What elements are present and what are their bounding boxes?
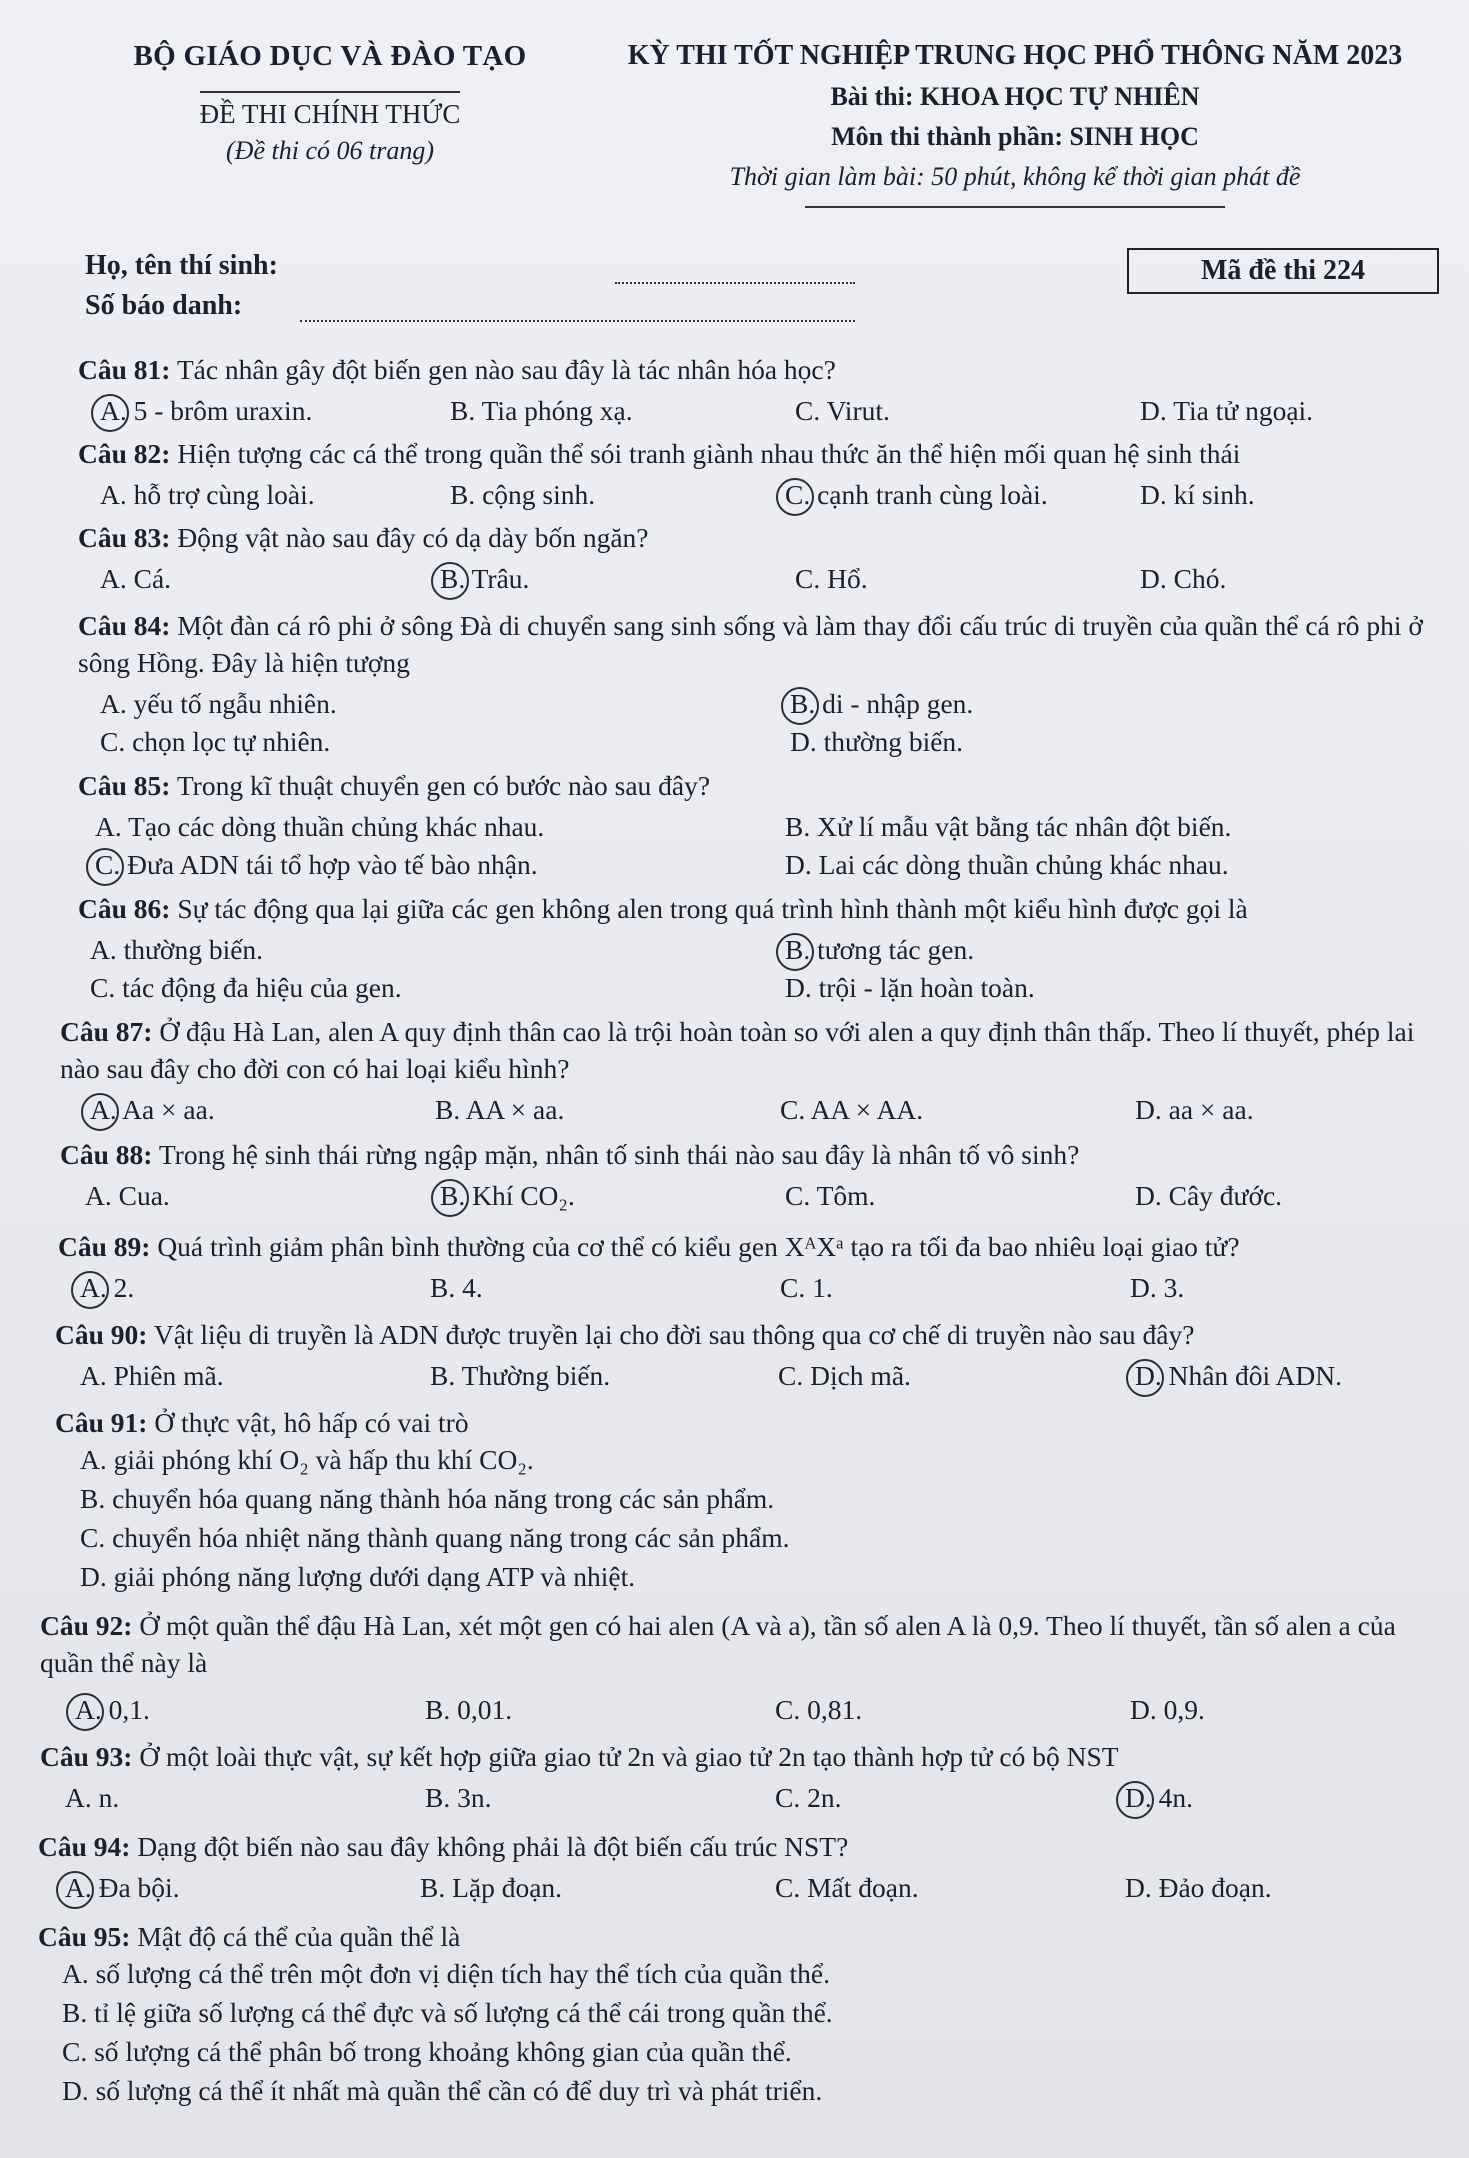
option-d: D. thường biến. bbox=[790, 726, 964, 757]
option-c: C. 1. bbox=[780, 1272, 833, 1303]
exam-code-box: Mã đề thi 224 bbox=[1127, 248, 1439, 294]
options bbox=[0, 808, 1469, 884]
question-stem: Ở đậu Hà Lan, alen A quy định thân cao là trội hoàn toàn so với alen a quy định thân thấp. Theo lí thuyết, phép lai nào sau đây cho đời con có hai loại kiểu hình? bbox=[60, 1016, 1415, 1084]
candidate-name-label: Họ, tên thí sinh: bbox=[85, 250, 278, 281]
option-b: B. 0,01. bbox=[425, 1694, 513, 1725]
option-c: C. Mất đoạn. bbox=[775, 1872, 919, 1903]
answer-circle: B. Khí CO₂. bbox=[440, 1177, 575, 1214]
option-a: A. giải phóng khí O₂ và hấp thu khí CO₂. bbox=[80, 1444, 534, 1475]
question-stem: Sự tác động qua lại giữa các gen không alen trong quá trình hình thành một kiểu hình được gọi là bbox=[177, 893, 1248, 924]
options bbox=[0, 560, 1469, 597]
option-a bbox=[80, 1269, 134, 1306]
answer-circle: C. cạnh tranh cùng loài. bbox=[785, 476, 1048, 513]
question bbox=[0, 1136, 1469, 1214]
option-c bbox=[785, 476, 1048, 513]
option-d: D. trội - lặn hoàn toàn. bbox=[785, 972, 1035, 1003]
question-label: Câu 84: bbox=[78, 610, 171, 641]
question-label: Câu 93: bbox=[40, 1741, 133, 1772]
question-stem: Động vật nào sau đây có dạ dày bốn ngăn? bbox=[177, 522, 649, 553]
page-count: (Đề thi có 06 trang) bbox=[226, 136, 434, 165]
option-b: B. Thường biến. bbox=[430, 1360, 611, 1391]
question-label: Câu 90: bbox=[55, 1319, 148, 1350]
exam-duration: Thời gian làm bài: 50 phút, không kể thời gian phát đề bbox=[729, 162, 1301, 191]
question-stem: Vật liệu di truyền là ADN được truyền lại cho đời sau thông qua cơ chế di truyền nào sau đây? bbox=[153, 1319, 1195, 1350]
question-stem: Dạng đột biến nào sau đây không phải là đột biến cấu trúc NST? bbox=[137, 1831, 849, 1862]
option-c: C. chọn lọc tự nhiên. bbox=[100, 726, 331, 757]
option-d: D. Chó. bbox=[1140, 563, 1227, 594]
option-b bbox=[785, 931, 974, 968]
option-d: D. Cây đước. bbox=[1135, 1180, 1283, 1211]
option-b: B. cộng sinh. bbox=[450, 479, 596, 510]
option-c: C. Tôm. bbox=[785, 1180, 876, 1211]
question-stem: Ở một quần thể đậu Hà Lan, xét một gen có hai alen (A và a), tần số alen A là 0,9. Theo lí thuyết, tần số alen a của quần thể này là bbox=[40, 1610, 1396, 1678]
answer-circle: A. 5 - brôm uraxin. bbox=[100, 392, 312, 429]
question-stem: Một đàn cá rô phi ở sông Đà di chuyển sang sinh sống và làm thay đổi cấu trúc di truyền của quần thể cá rô phi ở sông Hồng. Đây là hiện tượng bbox=[78, 610, 1423, 678]
option-b: B. tỉ lệ giữa số lượng cá thể đực và số lượng cá thể cái trong quần thể. bbox=[62, 1997, 833, 2028]
answer-circle: A. số lượng cá thể trên một đơn vị diện tích hay thể tích của quần thể. bbox=[62, 1958, 830, 1989]
header-left bbox=[110, 40, 550, 166]
options bbox=[0, 1357, 1469, 1394]
option-d bbox=[1125, 1779, 1193, 1816]
question-label: Câu 83: bbox=[78, 522, 171, 553]
options bbox=[0, 1177, 1469, 1214]
option-b: B. chuyển hóa quang năng thành hóa năng trong các sản phẩm. bbox=[80, 1483, 775, 1514]
candidate-id-label: Số báo danh: bbox=[85, 290, 243, 321]
question bbox=[0, 890, 1469, 1007]
question bbox=[0, 1828, 1469, 1906]
options bbox=[0, 1869, 1469, 1906]
options bbox=[0, 685, 1469, 761]
question bbox=[0, 519, 1469, 597]
question-stem: Ở thực vật, hô hấp có vai trò bbox=[154, 1407, 469, 1438]
options bbox=[0, 1091, 1469, 1128]
answer-circle: A. 0,1. bbox=[75, 1691, 150, 1728]
option-b: B. Tia phóng xạ. bbox=[450, 395, 633, 426]
options bbox=[0, 1779, 1469, 1816]
ministry-name: BỘ GIÁO DỤC VÀ ĐÀO TẠO bbox=[133, 40, 527, 72]
answer-circle: B. tương tác gen. bbox=[785, 931, 974, 968]
answer-circle: B. Trâu. bbox=[440, 560, 529, 597]
question-stem: Tác nhân gây đột biến gen nào sau đây là tác nhân hóa học? bbox=[176, 354, 836, 385]
option-a: A. yếu tố ngẫu nhiên. bbox=[100, 688, 337, 719]
option-a bbox=[65, 1869, 180, 1906]
option-c: C. số lượng cá thể phân bố trong khoảng không gian của quần thể. bbox=[62, 2036, 792, 2067]
question-label: Câu 92: bbox=[40, 1610, 133, 1641]
option-d: D. aa × aa. bbox=[1135, 1094, 1254, 1125]
answer-circle: A. Aa × aa. bbox=[90, 1091, 215, 1128]
option-b bbox=[440, 560, 529, 597]
option-d: D. 3. bbox=[1130, 1272, 1185, 1303]
options bbox=[0, 392, 1469, 429]
question-label: Câu 82: bbox=[78, 438, 171, 469]
question bbox=[0, 1228, 1469, 1306]
option-c: C. tác động đa hiệu của gen. bbox=[90, 972, 402, 1003]
option-b: B. 3n. bbox=[425, 1782, 492, 1813]
question-label: Câu 86: bbox=[78, 893, 171, 924]
question-stem: Mật độ cá thể của quần thể là bbox=[137, 1921, 461, 1952]
option-b bbox=[790, 685, 973, 722]
answer-circle: D. 4n. bbox=[1125, 1779, 1193, 1816]
option-b bbox=[440, 1177, 575, 1214]
option-a bbox=[100, 392, 312, 429]
divider bbox=[805, 206, 1225, 208]
question bbox=[0, 1404, 1469, 1597]
option-d: D. kí sinh. bbox=[1140, 479, 1255, 510]
question-stem: Ở một loài thực vật, sự kết hợp giữa giao tử 2n và giao tử 2n tạo thành hợp tử có bộ NST bbox=[139, 1741, 1119, 1772]
option-a: A. hỗ trợ cùng loài. bbox=[100, 479, 315, 510]
option-a: A. Phiên mã. bbox=[80, 1360, 224, 1391]
option-a: A. n. bbox=[65, 1782, 120, 1813]
question bbox=[0, 1918, 1469, 2111]
options bbox=[0, 1441, 1469, 1597]
option-a bbox=[75, 1691, 150, 1728]
exam-subject: Bài thi: KHOA HỌC TỰ NHIÊN bbox=[830, 82, 1200, 111]
candidate-name-field bbox=[615, 282, 855, 284]
answer-circle: A. 2. bbox=[80, 1269, 134, 1306]
question-stem: Trong hệ sinh thái rừng ngập mặn, nhân tố sinh thái nào sau đây là nhân tố vô sinh? bbox=[158, 1139, 1080, 1170]
answer-circle: C. Đưa ADN tái tổ hợp vào tế bào nhận. bbox=[95, 846, 538, 883]
option-a: A. Cá. bbox=[100, 563, 172, 594]
options bbox=[0, 1269, 1469, 1306]
candidate-id-field bbox=[300, 320, 855, 322]
option-a bbox=[62, 1955, 1469, 1994]
question-label: Câu 95: bbox=[38, 1921, 131, 1952]
option-c: C. Dịch mã. bbox=[778, 1360, 911, 1391]
option-d: D. số lượng cá thể ít nhất mà quần thể cần có để duy trì và phát triển. bbox=[62, 2075, 823, 2106]
option-d bbox=[1135, 1357, 1342, 1394]
option-c: C. chuyển hóa nhiệt năng thành quang năng trong các sản phẩm. bbox=[80, 1522, 790, 1553]
question bbox=[0, 607, 1469, 761]
option-b: B. Xử lí mẫu vật bằng tác nhân đột biến. bbox=[785, 811, 1232, 842]
options bbox=[0, 1691, 1469, 1728]
answer-circle: A. Đa bội. bbox=[65, 1869, 180, 1906]
option-d: D. Đảo đoạn. bbox=[1125, 1872, 1272, 1903]
option-c bbox=[95, 846, 538, 883]
question-label: Câu 89: bbox=[58, 1231, 151, 1262]
option-b: B. 4. bbox=[430, 1272, 483, 1303]
option-b: B. Lặp đoạn. bbox=[420, 1872, 563, 1903]
question-list bbox=[0, 335, 1469, 2111]
question bbox=[0, 767, 1469, 884]
options bbox=[0, 1955, 1469, 2111]
question-stem: Quá trình giảm phân bình thường của cơ thể có kiểu gen XᴬXᵃ tạo ra tối đa bao nhiêu loại giao tử? bbox=[157, 1231, 1240, 1262]
options bbox=[0, 931, 1469, 1007]
header-right bbox=[600, 40, 1430, 208]
question bbox=[0, 1607, 1469, 1728]
question bbox=[0, 435, 1469, 513]
question-label: Câu 87: bbox=[60, 1016, 153, 1047]
options bbox=[0, 476, 1469, 513]
question bbox=[0, 1013, 1469, 1128]
option-c: C. Hổ. bbox=[795, 563, 868, 594]
option-d: D. Lai các dòng thuần chủng khác nhau. bbox=[785, 849, 1229, 880]
exam-component: Môn thi thành phần: SINH HỌC bbox=[831, 122, 1199, 151]
option-c: C. AA × AA. bbox=[780, 1094, 924, 1125]
question-label: Câu 94: bbox=[38, 1831, 131, 1862]
candidate-info bbox=[85, 250, 278, 330]
answer-circle: B. di - nhập gen. bbox=[790, 685, 973, 722]
question-stem: Trong kĩ thuật chuyển gen có bước nào sau đây? bbox=[176, 770, 711, 801]
exam-title: KỲ THI TỐT NGHIỆP TRUNG HỌC PHỔ THÔNG NĂM 2023 bbox=[627, 40, 1403, 71]
question-label: Câu 88: bbox=[60, 1139, 153, 1170]
option-c: C. 0,81. bbox=[775, 1694, 863, 1725]
official-label: ĐỀ THI CHÍNH THỨC bbox=[200, 91, 461, 130]
answer-circle: D. Nhân đôi ADN. bbox=[1135, 1357, 1342, 1394]
question-label: Câu 85: bbox=[78, 770, 171, 801]
option-d: D. Tia tử ngoại. bbox=[1140, 395, 1314, 426]
question bbox=[0, 1738, 1469, 1816]
option-a: A. thường biến. bbox=[90, 934, 264, 965]
option-c: C. Virut. bbox=[795, 395, 890, 426]
answer-circle: D. giải phóng năng lượng dưới dạng ATP và nhiệt. bbox=[80, 1561, 636, 1592]
option-c: C. 2n. bbox=[775, 1782, 842, 1813]
option-a: A. Cua. bbox=[85, 1180, 170, 1211]
question bbox=[0, 1316, 1469, 1394]
option-d bbox=[80, 1558, 1469, 1597]
option-a: A. Tạo các dòng thuần chủng khác nhau. bbox=[95, 811, 545, 842]
question bbox=[0, 351, 1469, 429]
option-b: B. AA × aa. bbox=[435, 1094, 565, 1125]
question-stem: Hiện tượng các cá thể trong quần thể sói tranh giành nhau thức ăn thể hiện mối quan hệ sinh thái bbox=[177, 438, 1241, 469]
option-a bbox=[90, 1091, 215, 1128]
question-label: Câu 81: bbox=[78, 354, 171, 385]
option-d: D. 0,9. bbox=[1130, 1694, 1205, 1725]
question-label: Câu 91: bbox=[55, 1407, 148, 1438]
